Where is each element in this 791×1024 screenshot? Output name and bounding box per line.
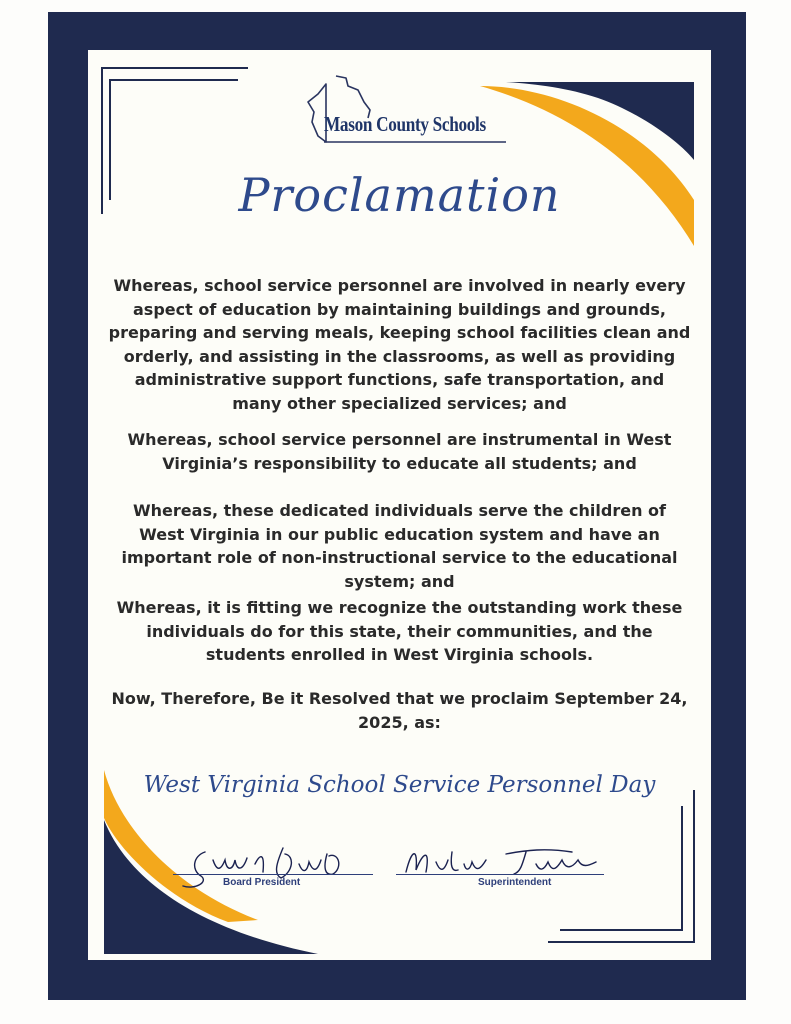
proclamation-page — [88, 50, 711, 960]
day-title: West Virginia School Service Personnel Day — [143, 772, 656, 798]
board-president-label: Board President — [223, 877, 301, 888]
paragraph-4: Whereas, it is fitting we recognize the outstanding work these individuals do for this state, their communities, and the students enrolled in West Virginia schools. — [116, 598, 683, 664]
signature-line — [173, 874, 373, 875]
paragraph-3: Whereas, these dedicated individuals serve the children of West Virginia in our public education system and have an important role of non-instructional service to the educational system; and — [121, 501, 678, 591]
resolution-paragraph: Now, Therefore, Be it Resolved that we proclaim September 24, 2025, as: — [111, 689, 688, 732]
mason-county-schools-logo — [298, 72, 518, 152]
outer-navy-frame — [48, 12, 746, 1000]
board-president-signature-block — [173, 842, 383, 892]
page-title: Proclamation — [238, 168, 561, 222]
superintendent-label: Superintendent — [478, 877, 552, 888]
superintendent-signature-block — [396, 842, 606, 892]
paragraph-1: Whereas, school service personnel are involved in nearly every aspect of education by maintaining buildings and grounds, preparing and serving meals, keeping school facilities clean and orderly, and assisting in the classrooms, as well as providing administrative support functions, safe transportation, and many other specialized services; and — [108, 276, 691, 413]
paragraph-2: Whereas, school service personnel are instrumental in West Virginia’s responsibility to educate all students; and — [127, 430, 672, 473]
signature-line — [396, 874, 604, 875]
logo-text: Mason County Schools — [324, 112, 486, 136]
